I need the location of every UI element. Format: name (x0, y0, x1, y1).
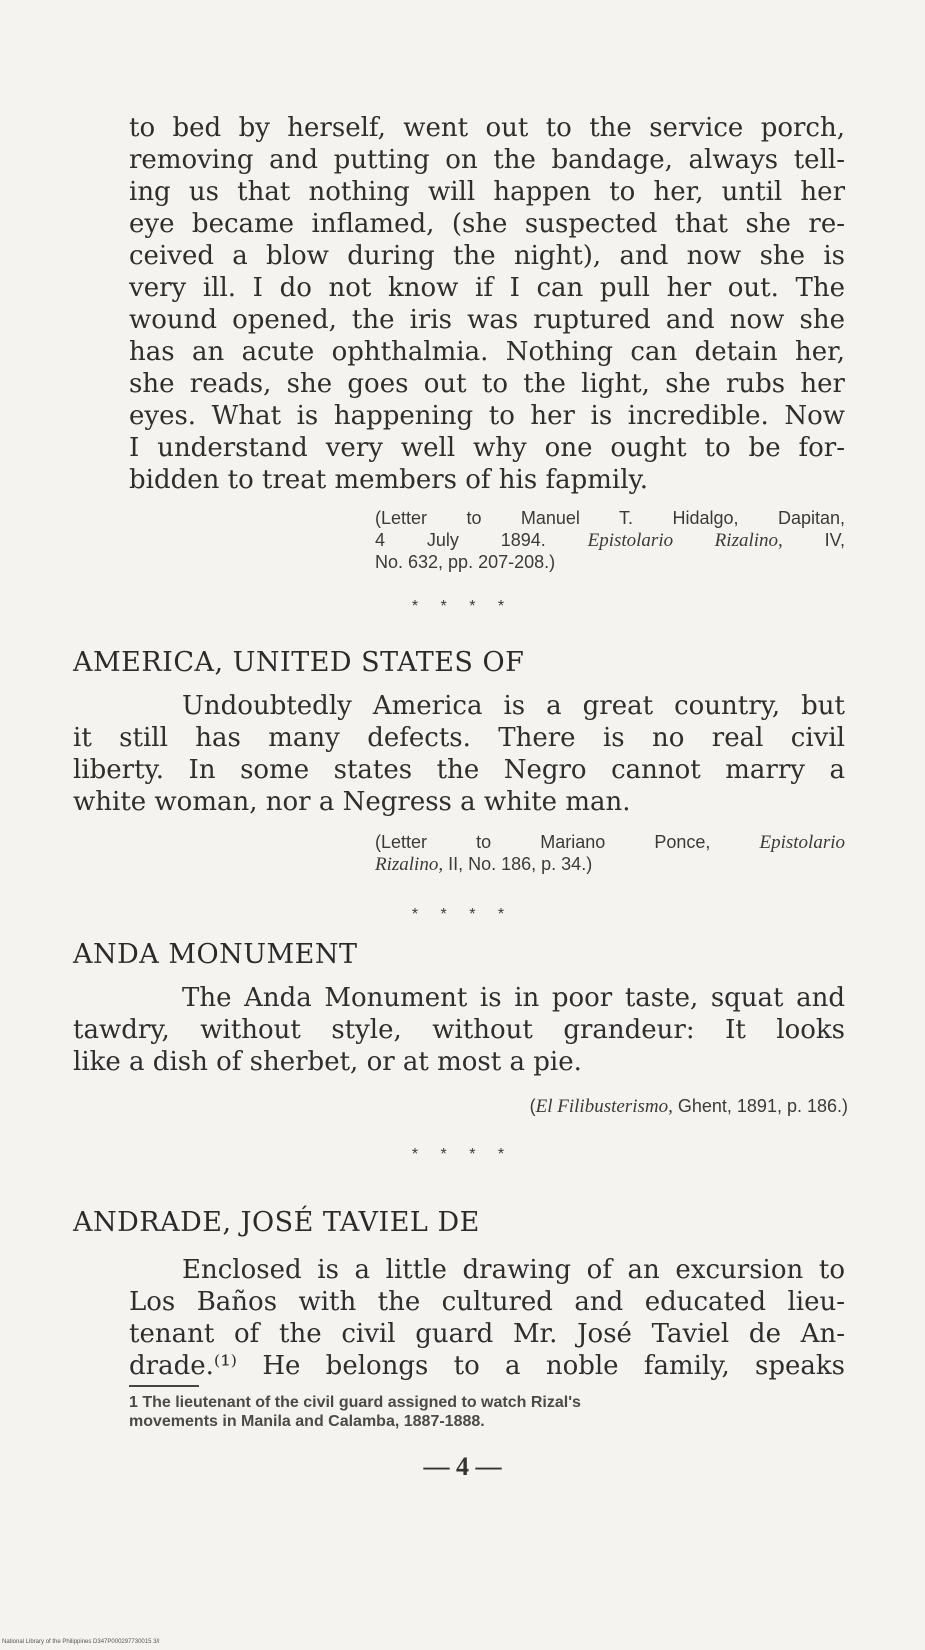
section-separator: * * * * (411, 598, 514, 615)
paragraph-line: Undoubtedly America is a great country, but (182, 691, 845, 721)
paragraph-line: ing us that nothing will happen to her, until her (129, 177, 845, 207)
paragraph-line: it still has many defects. There is no real civil (73, 723, 845, 753)
citation-title: Epistolario (759, 832, 845, 853)
paragraph-line: eyes. What is happening to her is incredible. Now (129, 401, 845, 431)
paragraph-line: ceived a blow during the night), and now she is (129, 241, 845, 271)
paragraph-line: bidden to treat members of his fapmily. (129, 465, 649, 495)
paragraph-line: very ill. I do not know if I can pull her out. The (129, 273, 845, 303)
footnote-line: 1 The lieutenant of the civil guard assigned to watch Rizal's (129, 1394, 581, 1411)
citation-line (375, 854, 845, 875)
citation-title: Epistolario Rizalino, (587, 530, 783, 551)
section-separator: * * * * (411, 906, 514, 923)
paragraph-line: tenant of the civil guard Mr. José Taviel de An- (129, 1319, 845, 1349)
citation-title: El Filibusterismo, (535, 1096, 673, 1117)
section-separator: * * * * (411, 1146, 514, 1163)
page-number: — 4 — (423, 1452, 502, 1481)
paragraph-line: I understand very well why one ought to be for- (129, 433, 845, 463)
paragraph-line: like a dish of sherbet, or at most a pie. (73, 1047, 582, 1077)
citation-title: Rizalino, (375, 854, 444, 875)
citation-text: Ghent, 1891, p. 186.) (677, 1096, 848, 1116)
footnote-divider (129, 1385, 199, 1387)
paragraph-line: she reads, she goes out to the light, she rubs her (129, 369, 845, 399)
citation-text: II, No. 186, p. 34.) (448, 854, 593, 874)
paragraph-line: wound opened, the iris was ruptured and now she (129, 305, 845, 335)
section-heading-america: AMERICA, UNITED STATES OF (73, 647, 525, 678)
footnote-line: movements in Manila and Calamba, 1887-1888. (129, 1413, 485, 1430)
archive-stamp: National Library of the Philippines D347P000297730015 3/l (2, 1639, 160, 1645)
paragraph-line: to bed by herself, went out to the service porch, (129, 113, 845, 143)
section-heading-andrade: ANDRADE, JOSÉ TAVIEL DE (73, 1207, 480, 1238)
citation-text: IV, (824, 530, 845, 550)
paragraph-line: Enclosed is a little drawing of an excursion to (182, 1255, 845, 1285)
paragraph-line: eye became inflamed, (she suspected that she re- (129, 209, 845, 239)
paragraph-line: The Anda Monument is in poor taste, squat and (182, 983, 845, 1013)
citation-text: 4 July 1894. (375, 530, 546, 550)
citation-filibusterismo (372, 1096, 848, 1117)
citation-line: (Letter to Manuel T. Hidalgo, Dapitan, (375, 508, 845, 528)
paragraph-line: has an acute ophthalmia. Nothing can detain her, (129, 337, 845, 367)
paragraph-line: removing and putting on the bandage, always tell- (129, 145, 845, 175)
citation-line (375, 832, 845, 853)
paragraph-line: tawdry, without style, without grandeur: It looks (73, 1015, 845, 1045)
paragraph-line: Los Baños with the cultured and educated lieu- (129, 1287, 845, 1317)
citation-text: (Letter to Mariano Ponce, (375, 832, 711, 852)
paragraph-line: white woman, nor a Negress a white man. (73, 787, 631, 817)
citation-text: ( (529, 1096, 536, 1116)
paragraph-line: drade.⁽¹⁾ He belongs to a noble family, speaks (129, 1351, 845, 1381)
section-heading-anda: ANDA MONUMENT (73, 939, 358, 970)
citation-line (375, 530, 845, 551)
citation-line: No. 632, pp. 207-208.) (375, 552, 556, 572)
paragraph-line: liberty. In some states the Negro cannot marry a (73, 755, 845, 785)
